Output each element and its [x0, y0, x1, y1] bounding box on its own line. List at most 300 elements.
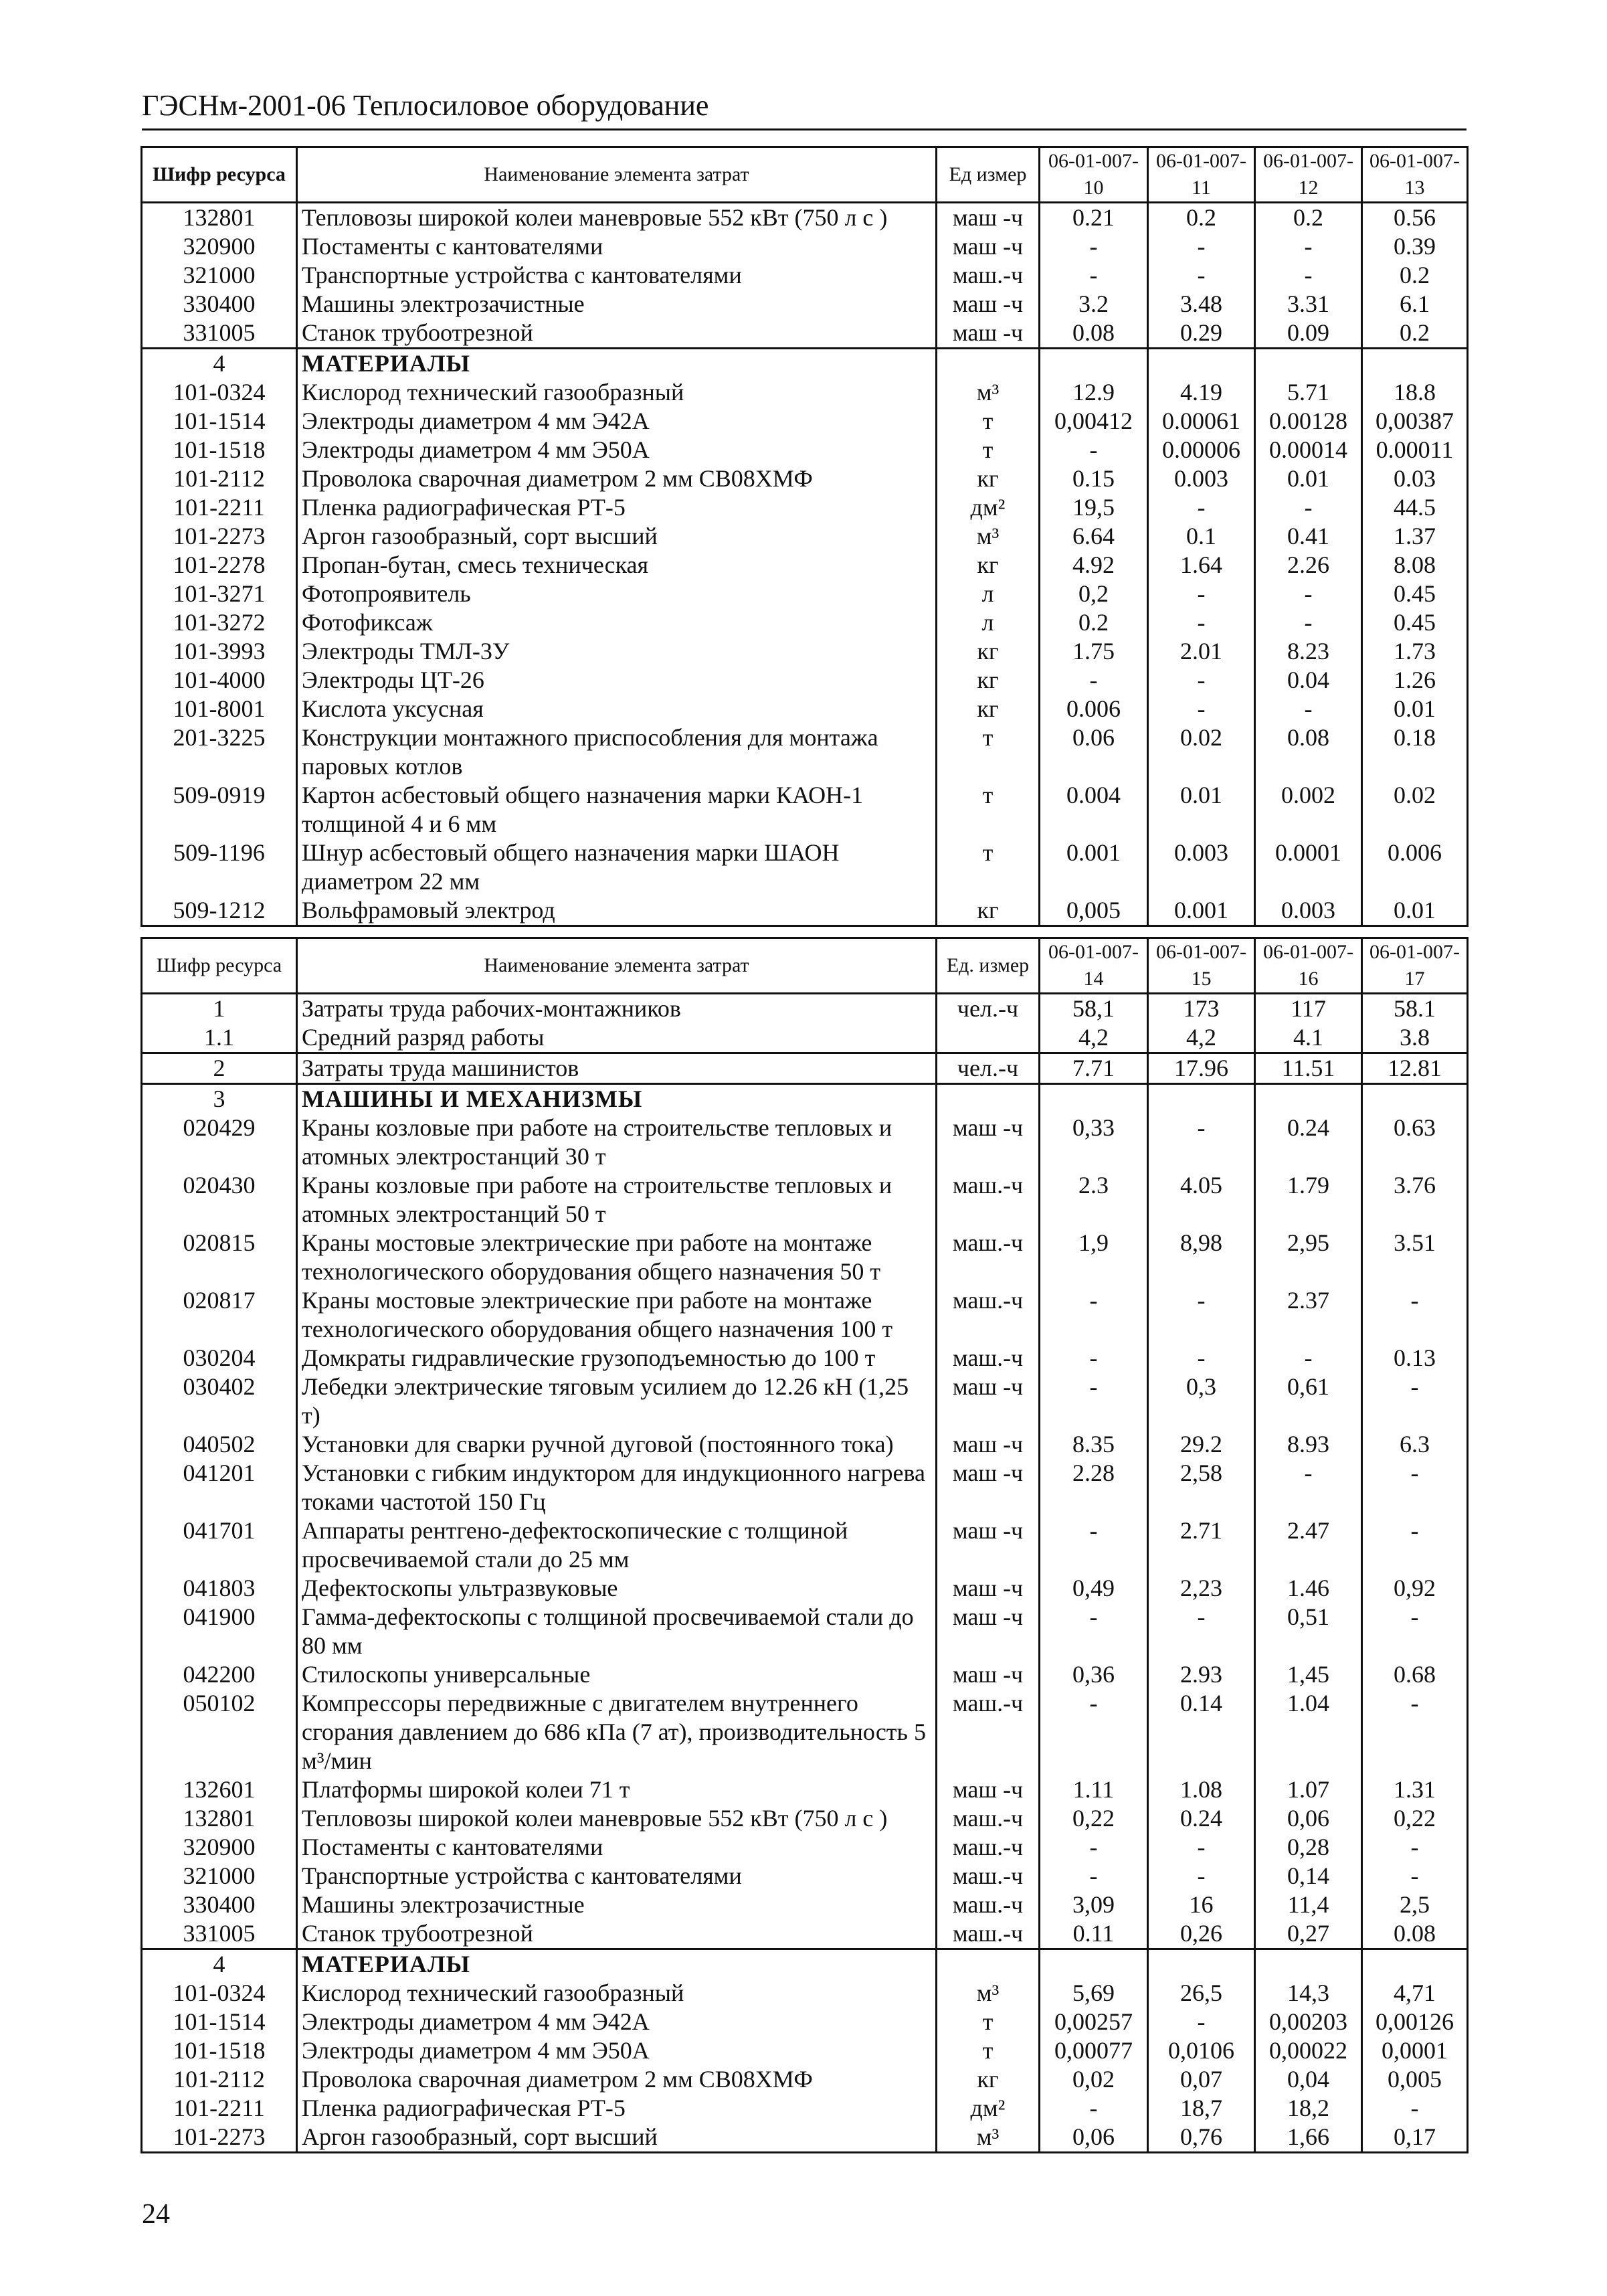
- norm-value: 1.26: [1362, 666, 1468, 695]
- table-row: [142, 896, 1468, 926]
- cost-element-name: Постаменты с кантователями: [297, 1833, 937, 1862]
- norm-value: 0.21: [1040, 203, 1148, 233]
- table-row: [142, 1574, 1468, 1603]
- resource-code: 041803: [142, 1574, 297, 1603]
- table-row: [142, 436, 1468, 464]
- cost-element-name: Пленка радиографическая РТ-5: [297, 2094, 937, 2123]
- norm-value: 0.003: [1148, 464, 1255, 493]
- cost-element-name: Пленка радиографическая РТ-5: [297, 493, 937, 522]
- norm-value: [1040, 1084, 1148, 1114]
- norm-value: 29.2: [1148, 1430, 1255, 1459]
- unit-of-measure: т: [937, 2036, 1040, 2065]
- norm-value: 117: [1255, 994, 1362, 1024]
- header-rule: [142, 128, 1467, 130]
- table-row: [142, 781, 1468, 838]
- cost-element-name: Электроды ТМЛ-3У: [297, 637, 937, 666]
- resource-code: 101-8001: [142, 695, 297, 723]
- cost-element-name: Стилоскопы универсальные: [297, 1660, 937, 1689]
- cost-element-name: Кислород технический газообразный: [297, 1979, 937, 2008]
- resource-code: 132801: [142, 203, 297, 233]
- cost-element-name: Затраты труда рабочих-монтажников: [297, 994, 937, 1024]
- norm-value: 0.2: [1255, 203, 1362, 233]
- resource-code: 101-3993: [142, 637, 297, 666]
- norm-value: 2,95: [1255, 1229, 1362, 1286]
- norm-value: 0,17: [1362, 2123, 1468, 2153]
- resource-code: 040502: [142, 1430, 297, 1459]
- cost-element-name: Домкраты гидравлические грузоподъемностью до 100 т: [297, 1344, 937, 1373]
- resource-code: 050102: [142, 1689, 297, 1775]
- norm-value: -: [1148, 695, 1255, 723]
- norm-value: 0,04: [1255, 2065, 1362, 2094]
- norm-value: 5,69: [1040, 1979, 1148, 2008]
- norm-value: 4.19: [1148, 378, 1255, 407]
- cost-element-name: Картон асбестовый общего назначения марки КАОН-1 толщиной 4 и 6 мм: [297, 781, 937, 838]
- unit-of-measure: маш.-ч: [937, 1171, 1040, 1229]
- norm-value: 0.15: [1040, 464, 1148, 493]
- col-norm-header: 06-01-007-10: [1040, 147, 1148, 203]
- table-body: [142, 994, 1468, 2153]
- resource-code: 101-2112: [142, 2065, 297, 2094]
- norm-value: 7.71: [1040, 1053, 1148, 1084]
- norm-value: -: [1148, 2008, 1255, 2036]
- cost-element-name: Электроды диаметром 4 мм Э42А: [297, 407, 937, 436]
- cost-element-name: Краны мостовые электрические при работе на монтаже технологического оборудования общего назначения 100 т: [297, 1286, 937, 1344]
- norm-value: 3.76: [1362, 1171, 1468, 1229]
- table-row: [142, 261, 1468, 290]
- table-row: [142, 1890, 1468, 1919]
- unit-of-measure: маш -ч: [937, 203, 1040, 233]
- table-row: [142, 1804, 1468, 1833]
- table-row: [142, 407, 1468, 436]
- norm-value: 0.001: [1040, 838, 1148, 896]
- norm-value: [1255, 1084, 1362, 1114]
- norm-value: 0.45: [1362, 580, 1468, 608]
- table-row: [142, 1862, 1468, 1890]
- unit-of-measure: маш -ч: [937, 1430, 1040, 1459]
- unit-of-measure: [937, 1023, 1040, 1053]
- document-title: ГЭСНм-2001-06 Теплосиловое оборудование: [142, 89, 709, 122]
- norm-value: 0.00014: [1255, 436, 1362, 464]
- norm-value: 2.01: [1148, 637, 1255, 666]
- cost-element-name: Платформы широкой колеи 71 т: [297, 1775, 937, 1804]
- norm-value: 12.81: [1362, 1053, 1468, 1084]
- resource-code: 1: [142, 994, 297, 1024]
- norm-value: 0.14: [1148, 1689, 1255, 1775]
- cost-element-name: Конструкции монтажного приспособления для монтажа паровых котлов: [297, 723, 937, 781]
- norm-value: 4,71: [1362, 1979, 1468, 2008]
- resource-code: 101-1518: [142, 436, 297, 464]
- norm-value: 2,5: [1362, 1890, 1468, 1919]
- norm-value: 1.46: [1255, 1574, 1362, 1603]
- table-row: [142, 1023, 1468, 1053]
- norm-value: 1.11: [1040, 1775, 1148, 1804]
- norm-value: 1.37: [1362, 522, 1468, 551]
- norm-value: 0.08: [1362, 1919, 1468, 1949]
- cost-element-name: Электроды диаметром 4 мм Э42А: [297, 2008, 937, 2036]
- norm-value: 2.28: [1040, 1459, 1148, 1516]
- norm-value: -: [1362, 1516, 1468, 1574]
- resource-code: 3: [142, 1084, 297, 1114]
- unit-of-measure: т: [937, 781, 1040, 838]
- resource-code: 041900: [142, 1603, 297, 1660]
- table-row: [142, 2123, 1468, 2153]
- norm-value: 0,27: [1255, 1919, 1362, 1949]
- norm-value: 0.001: [1148, 896, 1255, 926]
- norm-value: 0,005: [1362, 2065, 1468, 2094]
- cost-element-name: Постаменты с кантователями: [297, 232, 937, 261]
- resource-code: 101-1514: [142, 407, 297, 436]
- norm-value: -: [1255, 1344, 1362, 1373]
- resource-code: 020817: [142, 1286, 297, 1344]
- table-row: [142, 378, 1468, 407]
- norm-value: 0,22: [1362, 1804, 1468, 1833]
- resource-code: 020430: [142, 1171, 297, 1229]
- resource-code: 4: [142, 349, 297, 379]
- norm-value: -: [1040, 1689, 1148, 1775]
- cost-element-name: Средний разряд работы: [297, 1023, 937, 1053]
- table-row: [142, 1430, 1468, 1459]
- unit-of-measure: маш.-ч: [937, 1286, 1040, 1344]
- table-row: [142, 1833, 1468, 1862]
- table-row: [142, 1229, 1468, 1286]
- norm-value: 1.08: [1148, 1775, 1255, 1804]
- resource-code: 101-0324: [142, 1979, 297, 2008]
- norm-value: -: [1148, 261, 1255, 290]
- cost-element-name: Аппараты рентгено-дефектоскопические с толщиной просвечиваемой стали до 25 мм: [297, 1516, 937, 1574]
- norm-value: 6.1: [1362, 290, 1468, 319]
- norm-value: -: [1362, 1459, 1468, 1516]
- norm-value: 0,14: [1255, 1862, 1362, 1890]
- norm-value: 44.5: [1362, 493, 1468, 522]
- norm-value: -: [1362, 1689, 1468, 1775]
- unit-of-measure: маш.-ч: [937, 1833, 1040, 1862]
- norm-value: 1.79: [1255, 1171, 1362, 1229]
- table-row: [142, 2008, 1468, 2036]
- norm-value: 8,98: [1148, 1229, 1255, 1286]
- cost-element-name: МАТЕРИАЛЫ: [297, 1949, 937, 1979]
- section-row: [142, 349, 1468, 379]
- norm-value: -: [1148, 580, 1255, 608]
- resource-code: 132601: [142, 1775, 297, 1804]
- norm-value: 0,33: [1040, 1114, 1148, 1171]
- norm-value: 0,0106: [1148, 2036, 1255, 2065]
- unit-of-measure: кг: [937, 2065, 1040, 2094]
- norm-value: 58.1: [1362, 994, 1468, 1024]
- resource-code: 4: [142, 1949, 297, 1979]
- unit-of-measure: т: [937, 436, 1040, 464]
- unit-of-measure: м³: [937, 2123, 1040, 2153]
- norm-value: 0.2: [1362, 319, 1468, 349]
- table-row: [142, 1373, 1468, 1430]
- norm-value: 2.71: [1148, 1516, 1255, 1574]
- cost-element-name: Фотофиксаж: [297, 608, 937, 637]
- norm-value: 0,49: [1040, 1574, 1148, 1603]
- unit-of-measure: маш -ч: [937, 1775, 1040, 1804]
- table-row: [142, 203, 1468, 233]
- norm-value: 0.00011: [1362, 436, 1468, 464]
- norm-value: -: [1040, 232, 1148, 261]
- norm-value: [1040, 1949, 1148, 1979]
- norm-value: 0,00126: [1362, 2008, 1468, 2036]
- cost-element-name: МАШИНЫ И МЕХАНИЗМЫ: [297, 1084, 937, 1114]
- unit-of-measure: чел.-ч: [937, 994, 1040, 1024]
- norm-value: 58,1: [1040, 994, 1148, 1024]
- norm-value: 2.37: [1255, 1286, 1362, 1344]
- norm-value: 0.006: [1040, 695, 1148, 723]
- unit-of-measure: маш.-ч: [937, 1890, 1040, 1919]
- norm-value: 0,2: [1040, 580, 1148, 608]
- norm-value: 0,0001: [1362, 2036, 1468, 2065]
- norm-value: 0.09: [1255, 319, 1362, 349]
- norm-value: 1,9: [1040, 1229, 1148, 1286]
- resource-code: 101-3272: [142, 608, 297, 637]
- norm-value: 19,5: [1040, 493, 1148, 522]
- norm-value: 2.47: [1255, 1516, 1362, 1574]
- resource-code: 101-1518: [142, 2036, 297, 2065]
- norm-value: -: [1148, 1603, 1255, 1660]
- unit-of-measure: маш -ч: [937, 319, 1040, 349]
- norm-value: 5.71: [1255, 378, 1362, 407]
- norm-value: 2,58: [1148, 1459, 1255, 1516]
- norm-value: 6.64: [1040, 522, 1148, 551]
- col-norm-header: 06-01-007-13: [1362, 147, 1468, 203]
- norm-value: -: [1362, 1603, 1468, 1660]
- norm-value: 0,07: [1148, 2065, 1255, 2094]
- norm-value: 11,4: [1255, 1890, 1362, 1919]
- norm-value: 0.06: [1040, 723, 1148, 781]
- norm-value: 0.04: [1255, 666, 1362, 695]
- norm-value: [1362, 1949, 1468, 1979]
- norm-value: 0,61: [1255, 1373, 1362, 1430]
- norm-value: -: [1362, 2094, 1468, 2123]
- page-number: 24: [142, 2199, 170, 2230]
- norm-value: 1.64: [1148, 551, 1255, 580]
- norm-value: 0,00412: [1040, 407, 1148, 436]
- col-code-header: Шифр ресурса: [142, 147, 297, 203]
- cost-element-name: Установки с гибким индуктором для индукционного нагрева токами частотой 150 Гц: [297, 1459, 937, 1516]
- norm-value: 8.08: [1362, 551, 1468, 580]
- cost-element-name: Проволока сварочная диаметром 2 мм СВ08ХМФ: [297, 464, 937, 493]
- unit-of-measure: маш -ч: [937, 1574, 1040, 1603]
- table-row: [142, 1979, 1468, 2008]
- resource-code: 101-2278: [142, 551, 297, 580]
- norm-value: 3,09: [1040, 1890, 1148, 1919]
- table-row: [142, 637, 1468, 666]
- table-row: [142, 2094, 1468, 2123]
- table-header-row: [142, 147, 1468, 203]
- resource-code: 321000: [142, 1862, 297, 1890]
- norm-value: 0.02: [1362, 781, 1468, 838]
- norm-value: 0,06: [1040, 2123, 1148, 2153]
- col-norm-header: 06-01-007-17: [1362, 938, 1468, 994]
- unit-of-measure: м³: [937, 522, 1040, 551]
- norm-value: 1.75: [1040, 637, 1148, 666]
- norm-value: 11.51: [1255, 1053, 1362, 1084]
- norm-value: 14,3: [1255, 1979, 1362, 2008]
- norm-value: 0.29: [1148, 319, 1255, 349]
- unit-of-measure: маш.-ч: [937, 1689, 1040, 1775]
- table-row: [142, 1603, 1468, 1660]
- cost-element-name: Краны козловые при работе на строительстве тепловых и атомных электростанций 30 т: [297, 1114, 937, 1171]
- resource-code: 101-2112: [142, 464, 297, 493]
- cost-element-name: Пропан-бутан, смесь техническая: [297, 551, 937, 580]
- resource-code: 101-2211: [142, 493, 297, 522]
- table-row: [142, 1114, 1468, 1171]
- unit-of-measure: кг: [937, 637, 1040, 666]
- norm-value: 0.01: [1362, 695, 1468, 723]
- resource-code: 030402: [142, 1373, 297, 1430]
- table-row: [142, 1459, 1468, 1516]
- norm-value: [1362, 349, 1468, 379]
- unit-of-measure: кг: [937, 551, 1040, 580]
- norm-value: 0,005: [1040, 896, 1148, 926]
- norm-value: [1362, 1084, 1468, 1114]
- unit-of-measure: маш -ч: [937, 1459, 1040, 1516]
- unit-of-measure: маш.-ч: [937, 1804, 1040, 1833]
- resource-code: 101-2273: [142, 2123, 297, 2153]
- cost-element-name: МАТЕРИАЛЫ: [297, 349, 937, 379]
- norm-value: 0.01: [1148, 781, 1255, 838]
- norm-value: 3.48: [1148, 290, 1255, 319]
- norm-value: -: [1040, 261, 1148, 290]
- table-row: [142, 1775, 1468, 1804]
- norm-value: -: [1362, 1862, 1468, 1890]
- cost-element-name: Установки для сварки ручной дуговой (постоянного тока): [297, 1430, 937, 1459]
- norm-value: 3.51: [1362, 1229, 1468, 1286]
- norm-value: 0.45: [1362, 608, 1468, 637]
- norm-value: -: [1040, 1286, 1148, 1344]
- cost-element-name: Лебедки электрические тяговым усилием до 12.26 кН (1,25 т): [297, 1373, 937, 1430]
- unit-of-measure: маш.-ч: [937, 261, 1040, 290]
- norm-value: 173: [1148, 994, 1255, 1024]
- table-row: [142, 1660, 1468, 1689]
- norm-value: 0.006: [1362, 838, 1468, 896]
- norm-value: 0,00077: [1040, 2036, 1148, 2065]
- cost-element-name: Фотопроявитель: [297, 580, 937, 608]
- resource-code: 509-1196: [142, 838, 297, 896]
- cost-element-name: Тепловозы широкой колеи маневровые 552 кВт (750 л с ): [297, 203, 937, 233]
- norm-value: -: [1148, 1833, 1255, 1862]
- norm-value: -: [1255, 232, 1362, 261]
- norm-value: [1148, 1949, 1255, 1979]
- col-norm-header: 06-01-007-14: [1040, 938, 1148, 994]
- unit-of-measure: кг: [937, 695, 1040, 723]
- norm-value: 0.24: [1255, 1114, 1362, 1171]
- norm-value: 2.26: [1255, 551, 1362, 580]
- norm-value: -: [1148, 608, 1255, 637]
- norm-value: 0.18: [1362, 723, 1468, 781]
- unit-of-measure: л: [937, 580, 1040, 608]
- norm-value: 4.1: [1255, 1023, 1362, 1053]
- cost-element-name: Электроды диаметром 4 мм Э50А: [297, 436, 937, 464]
- cost-element-name: Транспортные устройства с кантователями: [297, 261, 937, 290]
- resource-code: 030204: [142, 1344, 297, 1373]
- col-code-header: Шифр ресурса: [142, 938, 297, 994]
- table-row: [142, 2036, 1468, 2065]
- resource-code: 042200: [142, 1660, 297, 1689]
- cost-element-name: Краны мостовые электрические при работе на монтаже технологического оборудования общего назначения 50 т: [297, 1229, 937, 1286]
- section-row: [142, 1084, 1468, 1114]
- norm-value: 17.96: [1148, 1053, 1255, 1084]
- norm-value: 4,2: [1040, 1023, 1148, 1053]
- unit-of-measure: маш -ч: [937, 1516, 1040, 1574]
- table-row: [142, 232, 1468, 261]
- unit-of-measure: кг: [937, 464, 1040, 493]
- norm-value: 1.31: [1362, 1775, 1468, 1804]
- norm-value: 0,36: [1040, 1660, 1148, 1689]
- norm-value: 0,00387: [1362, 407, 1468, 436]
- norm-value: -: [1040, 1833, 1148, 1862]
- norm-value: 0.002: [1255, 781, 1362, 838]
- norm-value: 0.56: [1362, 203, 1468, 233]
- norm-value: 2.3: [1040, 1171, 1148, 1229]
- norm-value: 0,06: [1255, 1804, 1362, 1833]
- norm-value: 0.1: [1148, 522, 1255, 551]
- cost-element-name: Машины электрозачистные: [297, 290, 937, 319]
- norm-value: 8.93: [1255, 1430, 1362, 1459]
- norm-value: [1148, 349, 1255, 379]
- cost-element-name: Краны козловые при работе на строительстве тепловых и атомных электростанций 50 т: [297, 1171, 937, 1229]
- norm-value: 0.00061: [1148, 407, 1255, 436]
- norm-value: 0,00257: [1040, 2008, 1148, 2036]
- norm-value: -: [1255, 261, 1362, 290]
- norm-value: 6.3: [1362, 1430, 1468, 1459]
- norm-value: 1.73: [1362, 637, 1468, 666]
- norm-value: -: [1148, 666, 1255, 695]
- cost-element-name: Станок трубоотрезной: [297, 319, 937, 349]
- table-row: [142, 695, 1468, 723]
- norm-value: 0.2: [1362, 261, 1468, 290]
- cost-element-name: Машины электрозачистные: [297, 1890, 937, 1919]
- resource-code: 331005: [142, 319, 297, 349]
- norm-value: 0,51: [1255, 1603, 1362, 1660]
- unit-of-measure: кг: [937, 896, 1040, 926]
- table-row: [142, 464, 1468, 493]
- resource-code: 020815: [142, 1229, 297, 1286]
- resource-code: 101-2211: [142, 2094, 297, 2123]
- norm-value: -: [1255, 1459, 1362, 1516]
- cost-element-name: Транспортные устройства с кантователями: [297, 1862, 937, 1890]
- unit-of-measure: маш -ч: [937, 1373, 1040, 1430]
- table-row: [142, 1516, 1468, 1574]
- norm-value: 18.8: [1362, 378, 1468, 407]
- resource-table-1: [140, 146, 1469, 927]
- unit-of-measure: маш -ч: [937, 1660, 1040, 1689]
- norm-value: -: [1040, 1516, 1148, 1574]
- cost-element-name: Проволока сварочная диаметром 2 мм СВ08ХМФ: [297, 2065, 937, 2094]
- table-row: [142, 1689, 1468, 1775]
- norm-value: 0.13: [1362, 1344, 1468, 1373]
- norm-value: 0,00022: [1255, 2036, 1362, 2065]
- resource-code: 101-4000: [142, 666, 297, 695]
- unit-of-measure: л: [937, 608, 1040, 637]
- table-row: [142, 666, 1468, 695]
- norm-value: -: [1362, 1833, 1468, 1862]
- norm-value: 0.39: [1362, 232, 1468, 261]
- unit-of-measure: маш.-ч: [937, 1229, 1040, 1286]
- norm-value: 1.04: [1255, 1689, 1362, 1775]
- unit-of-measure: [937, 1084, 1040, 1114]
- norm-value: -: [1362, 1373, 1468, 1430]
- resource-code: 331005: [142, 1919, 297, 1949]
- norm-value: 0.003: [1148, 838, 1255, 896]
- table-row: [142, 551, 1468, 580]
- norm-value: 0.11: [1040, 1919, 1148, 1949]
- resource-code: 201-3225: [142, 723, 297, 781]
- norm-value: -: [1148, 1114, 1255, 1171]
- resource-code: 101-3271: [142, 580, 297, 608]
- norm-value: 4.05: [1148, 1171, 1255, 1229]
